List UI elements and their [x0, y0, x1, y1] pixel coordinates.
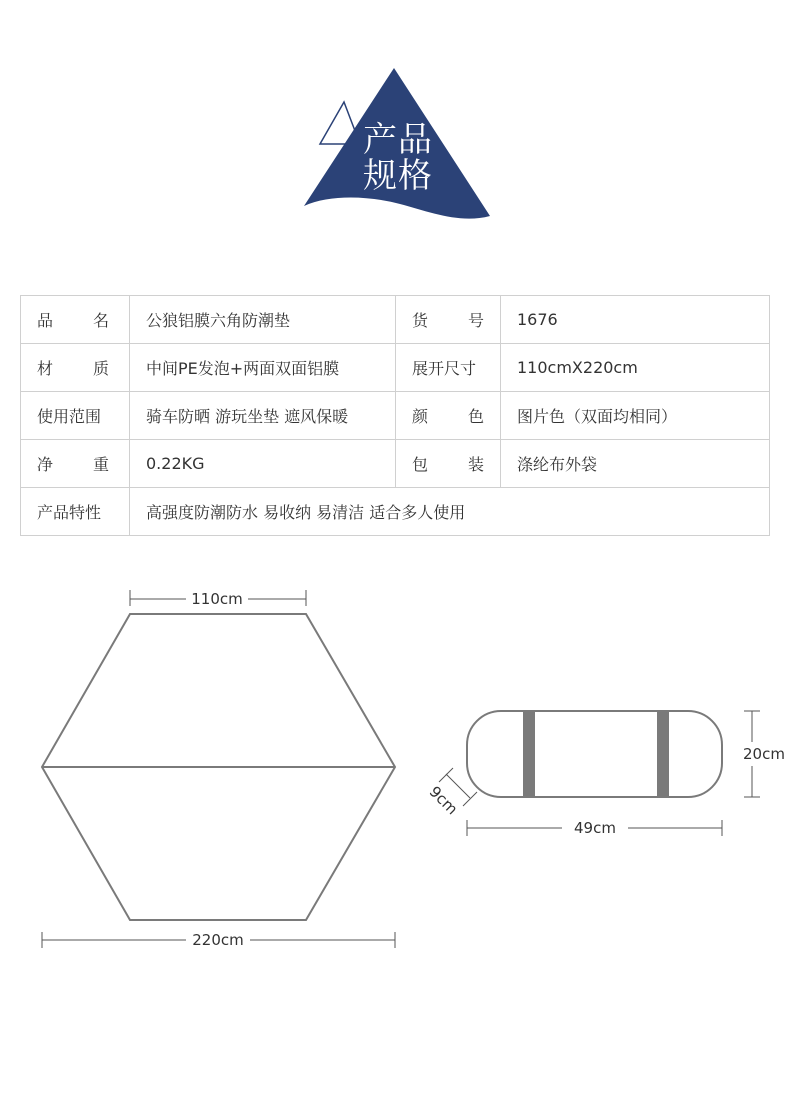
table-row [21, 296, 770, 344]
table-row [21, 488, 770, 536]
value-item-number: 1676 [501, 296, 770, 344]
label-features: 产品特性 [21, 488, 130, 536]
header-title-line1: 产品 [363, 120, 433, 160]
label-color: 颜 色 [396, 392, 501, 440]
spec-table [20, 295, 770, 536]
label-top-width: 110cm [191, 590, 243, 608]
label-item-number: 货 号 [396, 296, 501, 344]
table-row [21, 392, 770, 440]
bag-strap-left [523, 711, 535, 797]
label-bag-depth: 9cm [425, 782, 462, 819]
label-full-width: 220cm [192, 931, 244, 949]
bag-strap-right [657, 711, 669, 797]
value-material: 中间PE发泡+两面双面铝膜 [130, 344, 396, 392]
label-usage: 使用范围 [21, 392, 130, 440]
label-net-weight: 净 重 [21, 440, 130, 488]
dim-bag-height [743, 711, 785, 797]
value-unfolded-size: 110cmX220cm [501, 344, 770, 392]
table-row [21, 440, 770, 488]
label-bag-length: 49cm [574, 819, 616, 837]
spec-header-badge [300, 64, 496, 224]
label-material: 材 质 [21, 344, 130, 392]
value-packaging: 涤纶布外袋 [501, 440, 770, 488]
dimension-diagram [0, 560, 790, 980]
dim-bag-length [467, 819, 722, 837]
storage-bag-outline [467, 711, 722, 797]
dim-full-width [42, 931, 395, 949]
value-features: 高强度防潮防水 易收纳 易清洁 适合多人使用 [130, 488, 770, 536]
table-row [21, 344, 770, 392]
value-usage: 骑车防晒 游玩坐垫 遮风保暖 [130, 392, 396, 440]
label-product-name: 品 名 [21, 296, 130, 344]
value-color: 图片色（双面均相同） [501, 392, 770, 440]
dim-top-width [130, 590, 306, 608]
label-packaging: 包 装 [396, 440, 501, 488]
value-net-weight: 0.22KG [130, 440, 396, 488]
header-title-line2: 规格 [363, 156, 433, 196]
value-product-name: 公狼铝膜六角防潮垫 [130, 296, 396, 344]
label-unfolded-size: 展开尺寸 [396, 344, 501, 392]
label-bag-height: 20cm [743, 745, 785, 763]
